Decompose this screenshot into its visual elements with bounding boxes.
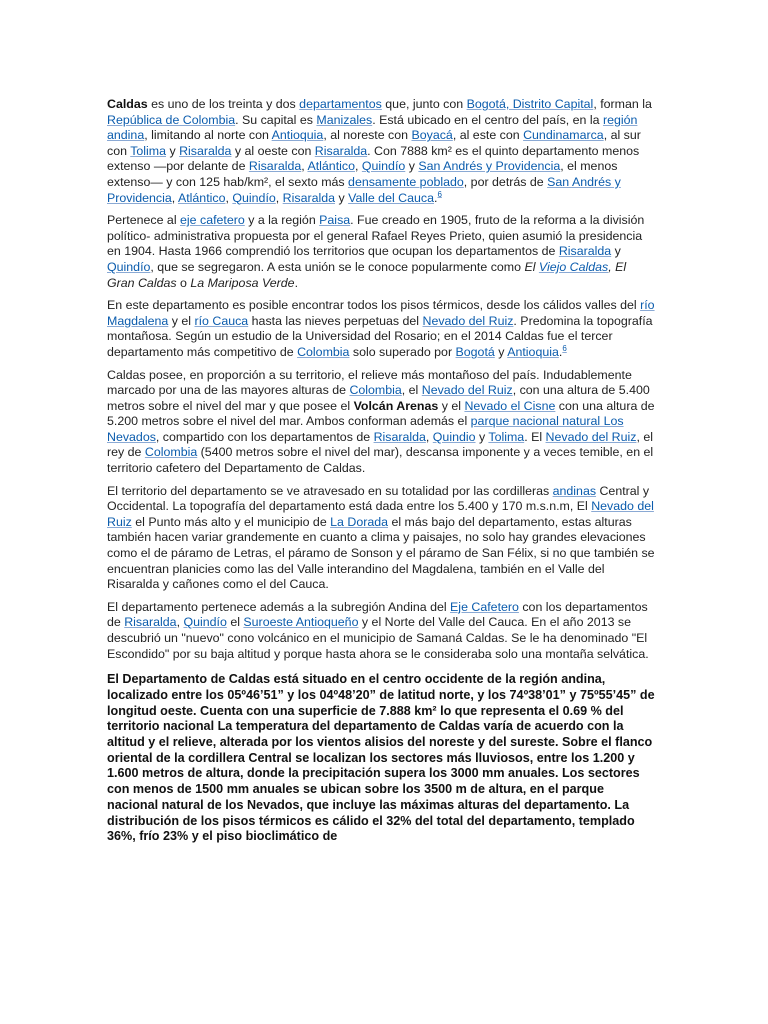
link-tolima[interactable]: Tolima xyxy=(488,429,525,444)
link-viejo-caldas[interactable]: Viejo Caldas xyxy=(538,259,609,274)
link-risaralda[interactable]: Risaralda xyxy=(558,244,612,259)
link-boyaca[interactable]: Boyacá xyxy=(411,128,453,143)
link-manizales[interactable]: Manizales xyxy=(316,112,373,127)
link-san-andres[interactable]: San Andrés y Providencia xyxy=(418,159,561,174)
link-risaralda[interactable]: Risaralda xyxy=(373,429,426,444)
link-andinas[interactable]: andinas xyxy=(552,483,597,498)
link-risaralda[interactable]: Risaralda xyxy=(179,143,232,158)
link-eje-cafetero[interactable]: eje cafetero xyxy=(180,213,245,228)
link-cundinamarca[interactable]: Cundinamarca xyxy=(523,128,604,143)
link-risaralda[interactable]: Risaralda xyxy=(282,190,336,205)
link-nevado-del-ruiz[interactable]: Nevado del Ruiz xyxy=(107,499,654,529)
link-colombia[interactable]: Colombia xyxy=(144,445,198,460)
link-risaralda[interactable]: Risaralda xyxy=(248,159,302,174)
link-suroeste-antioqueno[interactable]: Suroeste Antioqueño xyxy=(243,615,359,630)
link-andina[interactable]: andina xyxy=(107,128,145,143)
paragraph-subregion: El departamento pertenece además a la subregión Andina del Eje Cafetero con los departamentos de Risaralda, Quindío el Suroeste Antioqueño y el Norte del Valle del Cauca. En el año 2013 se descubrió un "nuevo" cono volcánico en el municipio de Samaná Caldas. Se le ha denominado "El Escondido" por su baja altitud y porque hasta ahora se le consideraba solo una montaña selvática. xyxy=(107,599,649,661)
link-paisa[interactable]: Paisa xyxy=(319,213,351,228)
link-parque-los-nevados[interactable]: parque nacional natural Los Nevados xyxy=(107,414,624,444)
paragraph-climate: En este departamento es posible encontrar todos los pisos térmicos, desde los cálidos valles del río Magdalena y el río Cauca hasta las nieves perpetuas del Nevado del Ruiz. Predomina la topografía montañosa. Según un estudio de la Universidad del Rosario; en el 2014 Caldas fue el tercer departamento más competitivo de Colombia solo superado por Bogotá y Antioquia.$^6$ xyxy=(107,298,655,359)
link-departamentos[interactable]: departamentos xyxy=(299,97,382,111)
paragraph-relief: Caldas posee, en proporción a su territorio, el relieve más montañoso del país. Indudablemente marcado por una de las mayores alturas de Colombia, el Nevado del Ruiz, con una altura de 5.400 metros sobre el nivel del mar y que posee el Volcán Arenas y el Nevado el Cisne con una altura de 5.200 metros sobre el nivel del mar. Ambos conforman además el parque nacional natural Los Nevados, compartido con los departamentos de Risaralda, Quindio y Tolima. El Nevado del Ruiz, el rey de Colombia (5400 metros sobre el nivel del mar), descansa imponente y a veces temible, en el territorio cafetero del Departamento de Caldas. xyxy=(107,367,655,476)
paragraph-intro: Caldas es uno de los treinta y dos departamentos que, junto con Bogotá, Distrito Capital, forman la República de Colombia. Su capital es Manizales. Está ubicado en el centro del país, en la región andina, limitando al norte con Antioquia, al noreste con Boyacá, al este con Cundinamarca, al sur con Tolima y Risaralda y al oeste con Risaralda. Con 7888 km² es el quinto departamento menos extenso —por delante de Risaralda, Atlántico, Quindío y San Andrés y Providencia, el menos extenso— y con 125 hab/km², el sexto más densamente poblado, por detrás de San Andrés y Providencia, Atlántico, Quindío, Risaralda y Valle del Cauca.$^6$ xyxy=(107,97,652,205)
link-quindio[interactable]: Quindío xyxy=(107,259,151,274)
link-san-andres[interactable]: San Andrés y Providencia xyxy=(107,174,621,205)
link-rio-cauca[interactable]: río Cauca xyxy=(194,313,249,328)
link-rio-magdalena[interactable]: río Magdalena xyxy=(107,298,655,328)
link-nevado-el-cisne[interactable]: Nevado el Cisne xyxy=(464,398,556,413)
link-risaralda[interactable]: Risaralda xyxy=(124,615,177,630)
link-la-dorada[interactable]: La Dorada xyxy=(330,514,389,529)
paragraph-location-bold: El Departamento de Caldas está situado en el centro occidente de la región andina, localizado entre los 05º46’51” y los 04º48’20” de latitud norte, y los 74º38’01” y 75º55’45” de longitud oeste. Cuenta con una superficie de 7.888 km² lo que representa el 0.69 % del territorio nacional La temperatura del departamento de Caldas varía de acuerdo con la altitud y el relieve, alterada por los vientos alisios del noreste y del sureste. Sobre el flanco oriental de la cordillera Central se localizan los sectores más lluviosos, entre los 1.200 y 1.600 metros de altura, donde la precipitación supera los 3000 mm anuales. Los sectores con menos de 1500 mm anuales se ubican sobre los 3500 m de altura, en el parque nacional natural de los Nevados, que incluye las máximas alturas del departamento. La distribución de los pisos térmicos es cálido el 32% del total del departamento, templado 36%, frío 23% y el piso bioclimático de xyxy=(107,672,655,844)
link-antioquia[interactable]: Antioquia xyxy=(271,128,324,143)
link-antioquia[interactable]: Antioquia xyxy=(507,344,559,359)
link-quindio[interactable]: Quindío xyxy=(183,615,227,630)
link-nevado-del-ruiz[interactable]: Nevado del Ruiz xyxy=(422,313,514,328)
link-republica-colombia[interactable]: República de Colombia xyxy=(107,112,236,127)
link-bogota[interactable]: Bogotá, Distrito Capital xyxy=(466,97,594,111)
link-region[interactable]: región xyxy=(602,112,638,127)
link-nevado-del-ruiz[interactable]: Nevado del Ruiz xyxy=(545,429,637,444)
link-valle-del-cauca[interactable]: Valle del Cauca xyxy=(348,190,434,205)
article-body xyxy=(107,97,655,852)
paragraph-history: Pertenece al eje cafetero y a la región Paisa. Fue creado en 1905, fruto de la reforma a la división político- administrativa propuesta por el general Rafael Reyes Prieto, quien asumió la presidencia en 1904. Hasta 1966 comprendió los territorios que ocupan los departamentos de Risaralda y Quindío, que se segregaron. A esta unión se le conoce popularmente como El Viejo Caldas, El Gran Caldas o La Mariposa Verde. xyxy=(107,213,645,290)
link-colombia[interactable]: Colombia xyxy=(349,383,402,398)
link-quindio[interactable]: Quindio xyxy=(432,429,476,444)
link-tolima[interactable]: Tolima xyxy=(130,143,167,158)
link-nevado-del-ruiz[interactable]: Nevado del Ruiz xyxy=(421,383,513,398)
footnote-ref[interactable]: 6 xyxy=(562,343,567,353)
link-colombia[interactable]: Colombia xyxy=(297,344,350,359)
volcan-arenas: Volcán Arenas xyxy=(353,398,439,413)
link-risaralda[interactable]: Risaralda xyxy=(314,143,368,158)
paragraph-territory: El territorio del departamento se ve atravesado en su totalidad por las cordilleras andinas Central y Occidental. La topografía del departamento está dada entre los 5.400 y 170 m.s.n.m, El Nevado del Ruiz el Punto más alto y el municipio de La Dorada el más bajo del departamento, estas alturas también hacen variar grandemente en cuanto a clima y paisajes, no solo hay grandes elevaciones como el de páramo de Letras, el páramo de Sonson y el páramo de San Félix, si no que también se encuentran planicies como las del Valle interandino del Magdalena, también en el Valle del Risaralda y cañones como el del Cauca. xyxy=(107,483,655,592)
link-densamente-poblado[interactable]: densamente poblado xyxy=(348,174,464,189)
link-atlantico[interactable]: Atlántico xyxy=(177,190,226,205)
link-quindio[interactable]: Quindío xyxy=(232,190,276,205)
footnote-ref[interactable]: 6 xyxy=(437,189,442,199)
article-subject: Caldas xyxy=(107,97,148,111)
link-atlantico[interactable]: Atlántico xyxy=(307,159,355,174)
link-bogota[interactable]: Bogotá xyxy=(455,344,495,359)
link-quindio[interactable]: Quindío xyxy=(361,159,406,174)
link-eje-cafetero[interactable]: Eje Cafetero xyxy=(450,599,519,614)
